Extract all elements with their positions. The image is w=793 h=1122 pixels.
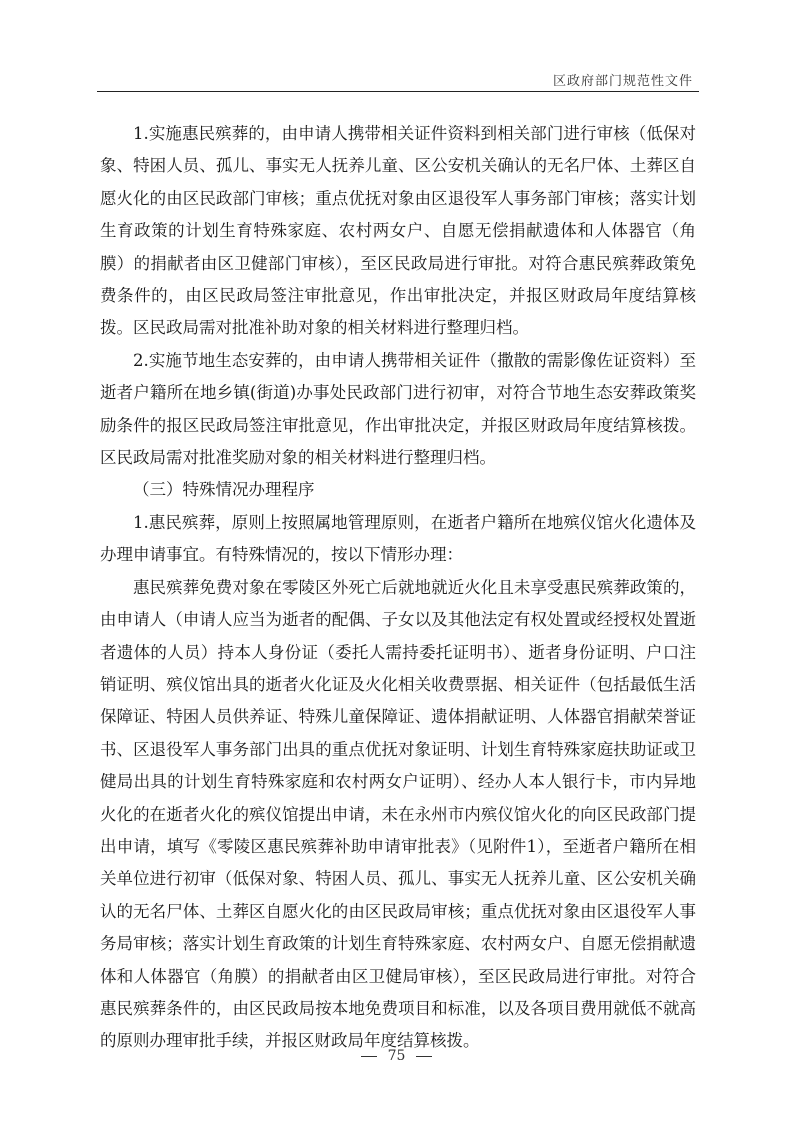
paragraph-eco-burial-approval: 2.实施节地生态安葬的，由申请人携带相关证件（撒散的需影像佐证资料）至逝者户籍所在地乡镇(街道)办事处民政部门进行初审，对符合节地生态安葬政策奖励条件的报区民政局签注审批意见，作出审批决定，并报区财政局年度结算核拨。区民政局需对批准奖励对象的相关材料进行整理归档。 <box>100 350 696 468</box>
page-number: 75 <box>387 1048 406 1064</box>
page-footer <box>0 1048 793 1064</box>
paragraph-special-case-procedure: 惠民殡葬免费对象在零陵区外死亡后就地就近火化且未享受惠民殡葬政策的，由申请人（申请人应当为逝者的配偶、子女以及其他法定有权处置或经授权处置逝者遗体的人员）持本人身份证（委托人需持委托证明书）、逝者身份证明、户口注销证明、殡仪馆出具的逝者火化证及火化相关收费票据、相关证件（包括最低生活保障证、特困人员供养证、特殊儿童保障证、遗体捐献证明、人体器官捐献荣誉证书、区退役军人事务部门出具的重点优抚对象证明、计划生育特殊家庭扶助证或卫健局出具的计划生育特殊家庭和农村两女户证明）、经办人本人银行卡，市内异地火化的在逝者火化的殡仪馆提出申请，未在永州市内殡仪馆火化的向区民政部门提出申请，填写《零陵区惠民殡葬补助申请审批表》（见附件1），至逝者户籍所在相关单位进行初审（低保对象、特困人员、孤儿、事实无人抚养儿童、区公安机关确认的无名尸体、土葬区自愿火化的由区民政局审核；重点优抚对象由区退役军人事务局审核；落实计划生育政策的计划生育特殊家庭、农村两女户、自愿无偿捐献遗体和人体器官（角膜）的捐献者由区卫健局审核），至区民政局进行审批。对符合惠民殡葬条件的，由区民政局按本地免费项目和标准，以及各项目费用就低不就高的原则办理审批手续，并报区财政局年度结算核拨。 <box>100 577 696 1051</box>
document-body <box>100 118 696 1058</box>
paragraph-huimin-binzang-approval: 1.实施惠民殡葬的，由申请人携带相关证件资料到相关部门进行审核（低保对象、特困人员、孤儿、事实无人抚养儿童、区公安机关确认的无名尸体、土葬区自愿火化的由区民政部门审核；重点优抚对象由区退役军人事务部门审核；落实计划生育政策的计划生育特殊家庭、农村两女户、自愿无偿捐献遗体和人体器官（角膜）的捐献者由区卫健部门审核），至区民政局进行审批。对符合惠民殡葬政策免费条件的，由区民政局签注审批意见，作出审批决定，并报区财政局年度结算核拨。区民政局需对批准补助对象的相关材料进行整理归档。 <box>100 124 696 338</box>
document-header-title: 区政府部门规范性文件 <box>552 74 693 89</box>
paragraph-special-case-principle: 1.惠民殡葬，原则上按照属地管理原则，在逝者户籍所在地殡仪馆火化遗体及办理申请事宜。有特殊情况的，按以下情形办理： <box>100 512 696 565</box>
section-heading-special-cases: （三）特殊情况办理程序 <box>133 480 315 500</box>
footer-dash-left <box>361 1056 377 1057</box>
footer-dash-right <box>416 1056 432 1057</box>
header-divider <box>97 91 699 92</box>
